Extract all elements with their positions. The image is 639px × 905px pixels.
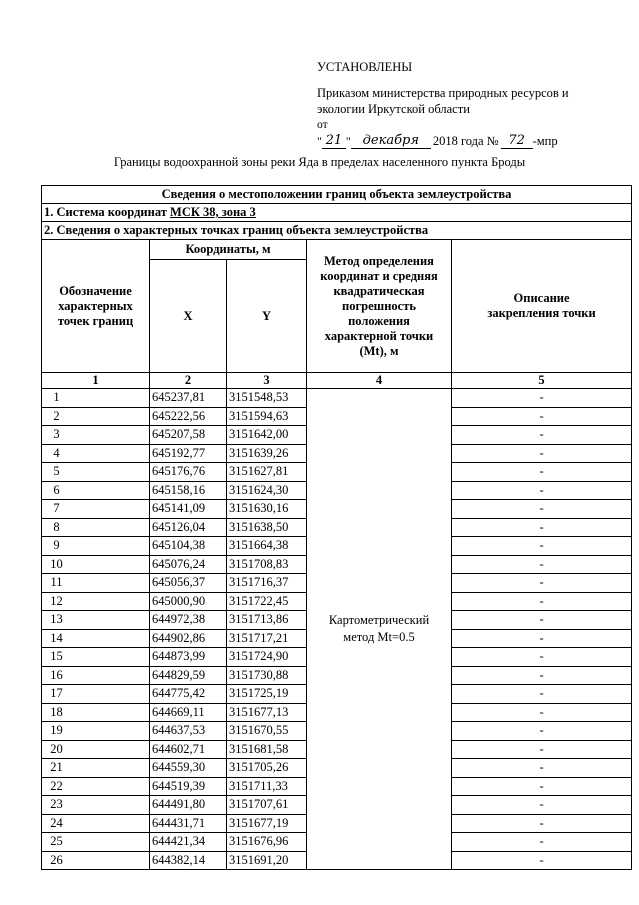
point-number: 8 — [42, 518, 150, 537]
from-word: от — [317, 119, 328, 131]
coord-x: 644637,53 — [150, 722, 227, 741]
order-suffix: -мпр — [532, 134, 558, 148]
point-number: 4 — [42, 444, 150, 463]
approval-block — [317, 59, 617, 149]
approved-heading: УСТАНОВЛЕНЫ — [317, 60, 413, 74]
coord-y: 3151725,19 — [227, 685, 307, 704]
point-description: - — [452, 389, 632, 408]
point-number: 10 — [42, 555, 150, 574]
point-number: 19 — [42, 722, 150, 741]
coord-x: 644829,59 — [150, 666, 227, 685]
point-description: - — [452, 648, 632, 667]
coord-system-row — [42, 204, 632, 222]
point-number: 14 — [42, 629, 150, 648]
point-description: - — [452, 851, 632, 870]
coord-y: 3151624,30 — [227, 481, 307, 500]
point-description: - — [452, 833, 632, 852]
point-number: 26 — [42, 851, 150, 870]
point-number: 18 — [42, 703, 150, 722]
coord-x: 644902,86 — [150, 629, 227, 648]
point-number: 25 — [42, 833, 150, 852]
header-y: Y — [227, 260, 307, 373]
point-description: - — [452, 685, 632, 704]
point-description: - — [452, 796, 632, 815]
section-title: Сведения о местоположении границ объекта землеустройства — [42, 186, 632, 204]
coord-x: 644669,11 — [150, 703, 227, 722]
point-description: - — [452, 537, 632, 556]
order-line-1: Приказом министерства природных ресурсов и — [317, 86, 569, 100]
coord-y: 3151639,26 — [227, 444, 307, 463]
point-description: - — [452, 574, 632, 593]
coord-x: 644602,71 — [150, 740, 227, 759]
point-description: - — [452, 777, 632, 796]
quote-open: " — [317, 134, 322, 148]
coord-y: 3151691,20 — [227, 851, 307, 870]
coord-y: 3151707,61 — [227, 796, 307, 815]
point-number: 16 — [42, 666, 150, 685]
coord-x: 645104,38 — [150, 537, 227, 556]
point-description: - — [452, 444, 632, 463]
coord-y: 3151627,81 — [227, 463, 307, 482]
header-method: Метод определения координат и средняя квадратическая погрешность положения характерной точки (Mt), м — [307, 240, 452, 373]
coord-x: 644491,80 — [150, 796, 227, 815]
points-title: 2. Сведения о характерных точках границ объекта землеустройства — [42, 222, 632, 240]
col-number-3: 3 — [227, 373, 307, 389]
point-description: - — [452, 518, 632, 537]
coord-y: 3151705,26 — [227, 759, 307, 778]
coord-y: 3151642,00 — [227, 426, 307, 445]
point-number: 21 — [42, 759, 150, 778]
point-description: - — [452, 407, 632, 426]
coord-x: 645222,56 — [150, 407, 227, 426]
point-number: 7 — [42, 500, 150, 519]
point-description: - — [452, 629, 632, 648]
quote-close: " — [345, 134, 351, 148]
col-number-4: 4 — [307, 373, 452, 389]
point-number: 12 — [42, 592, 150, 611]
order-year-text: 2018 года № — [432, 134, 499, 148]
point-number: 6 — [42, 481, 150, 500]
header-row-1 — [42, 240, 632, 260]
coord-y: 3151724,90 — [227, 648, 307, 667]
coord-y: 3151730,88 — [227, 666, 307, 685]
point-number: 20 — [42, 740, 150, 759]
coord-y: 3151708,83 — [227, 555, 307, 574]
method-value: Картометрический метод Mt=0.5 — [307, 389, 452, 870]
col-number-2: 2 — [150, 373, 227, 389]
coord-x: 644382,14 — [150, 851, 227, 870]
coord-x: 645158,16 — [150, 481, 227, 500]
header-coordinates: Координаты, м — [150, 240, 307, 260]
point-description: - — [452, 555, 632, 574]
coord-x: 645192,77 — [150, 444, 227, 463]
point-number: 13 — [42, 611, 150, 630]
point-description: - — [452, 611, 632, 630]
point-number: 3 — [42, 426, 150, 445]
coord-y: 3151677,19 — [227, 814, 307, 833]
point-description: - — [452, 814, 632, 833]
coord-system-name: МСК 38, зона 3 — [170, 205, 256, 219]
point-description: - — [452, 722, 632, 741]
coord-x: 645126,04 — [150, 518, 227, 537]
column-numbers-row — [42, 373, 632, 389]
point-number: 2 — [42, 407, 150, 426]
coord-system-cell — [42, 204, 632, 222]
coord-x: 645056,37 — [150, 574, 227, 593]
coord-y: 3151630,16 — [227, 500, 307, 519]
coord-y: 3151664,38 — [227, 537, 307, 556]
section-title-row — [42, 186, 632, 204]
coord-x: 645207,58 — [150, 426, 227, 445]
boundary-table — [41, 185, 632, 870]
coord-y: 3151594,63 — [227, 407, 307, 426]
order-date-line — [317, 131, 617, 149]
coord-y: 3151681,58 — [227, 740, 307, 759]
coord-x: 645000,90 — [150, 592, 227, 611]
point-number: 23 — [42, 796, 150, 815]
col-number-5: 5 — [452, 373, 632, 389]
coord-y: 3151713,86 — [227, 611, 307, 630]
coord-x: 644431,71 — [150, 814, 227, 833]
coord-x: 644972,38 — [150, 611, 227, 630]
point-description: - — [452, 703, 632, 722]
coord-x: 645176,76 — [150, 463, 227, 482]
order-number: 72 — [501, 133, 533, 149]
col-number-1: 1 — [42, 373, 150, 389]
point-description: - — [452, 463, 632, 482]
point-number: 24 — [42, 814, 150, 833]
coord-x: 644421,34 — [150, 833, 227, 852]
point-description: - — [452, 426, 632, 445]
point-description: - — [452, 759, 632, 778]
coord-y: 3151676,96 — [227, 833, 307, 852]
header-x: X — [150, 260, 227, 373]
point-number: 1 — [42, 389, 150, 408]
order-day: 21 — [322, 133, 346, 149]
point-number: 15 — [42, 648, 150, 667]
point-description: - — [452, 740, 632, 759]
point-description: - — [452, 481, 632, 500]
coord-y: 3151722,45 — [227, 592, 307, 611]
point-number: 5 — [42, 463, 150, 482]
table-row — [42, 389, 632, 408]
coord-y: 3151638,50 — [227, 518, 307, 537]
coord-x: 645076,24 — [150, 555, 227, 574]
coord-x: 645141,09 — [150, 500, 227, 519]
header-description: Описание закрепления точки — [452, 240, 632, 373]
coord-y: 3151670,55 — [227, 722, 307, 741]
coord-y: 3151548,53 — [227, 389, 307, 408]
coord-x: 644873,99 — [150, 648, 227, 667]
coord-x: 644559,30 — [150, 759, 227, 778]
document-title: Границы водоохранной зоны реки Яда в пределах населенного пункта Броды — [113, 155, 526, 169]
header-designation: Обозначение характерных точек границ — [42, 240, 150, 373]
order-line-2: экологии Иркутской области — [317, 102, 470, 116]
coord-x: 644519,39 — [150, 777, 227, 796]
point-number: 9 — [42, 537, 150, 556]
coord-y: 3151717,21 — [227, 629, 307, 648]
point-number: 11 — [42, 574, 150, 593]
coord-x: 645237,81 — [150, 389, 227, 408]
coord-x: 644775,42 — [150, 685, 227, 704]
point-description: - — [452, 500, 632, 519]
coord-system-prefix: 1. Система координат — [44, 205, 171, 219]
point-number: 17 — [42, 685, 150, 704]
points-title-row — [42, 222, 632, 240]
coord-y: 3151711,33 — [227, 777, 307, 796]
point-description: - — [452, 666, 632, 685]
point-number: 22 — [42, 777, 150, 796]
coord-y: 3151677,13 — [227, 703, 307, 722]
point-description: - — [452, 592, 632, 611]
order-month: декабря — [351, 133, 431, 149]
coord-y: 3151716,37 — [227, 574, 307, 593]
